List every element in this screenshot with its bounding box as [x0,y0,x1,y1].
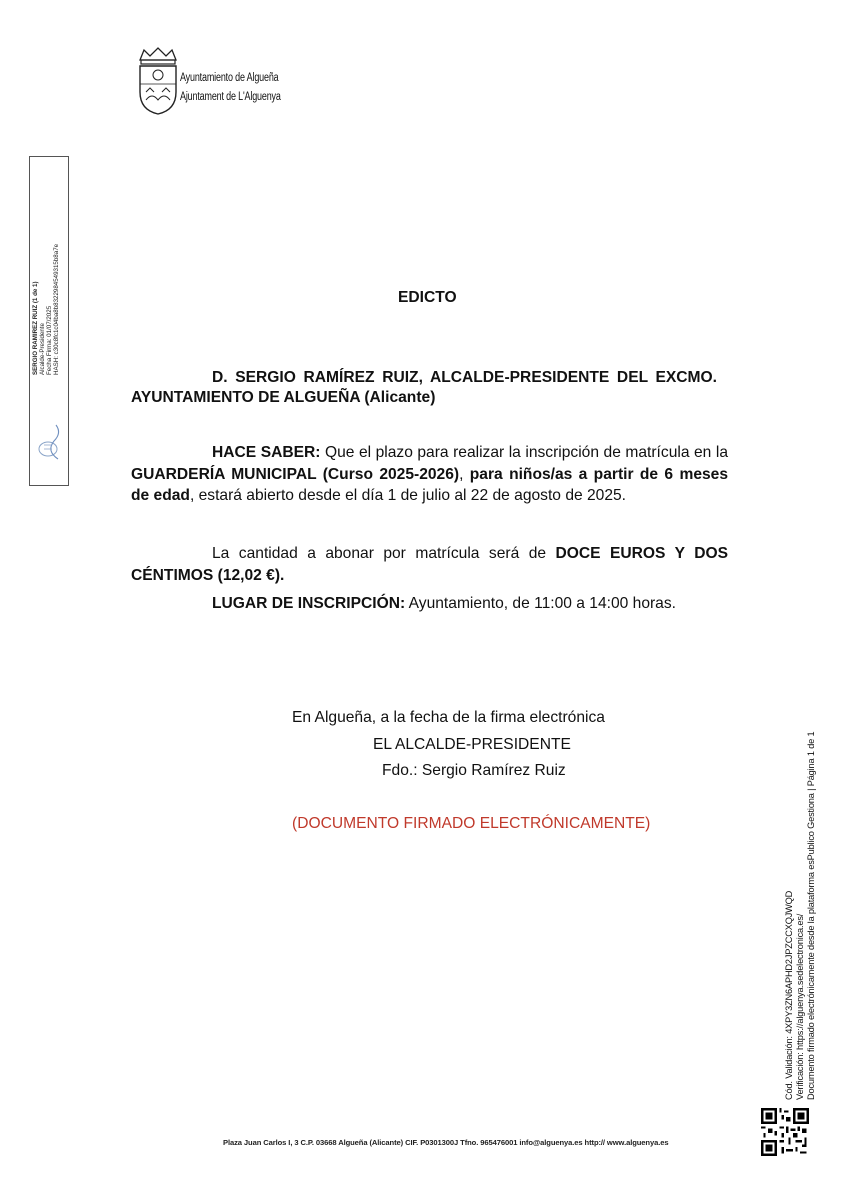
logo-title-valencian: Ajuntament de L'Alguenya [180,91,281,103]
registration-place-text: Ayuntamiento, de 11:00 a 14:00 horas. [405,595,676,612]
fee-text: La cantidad a abonar por matrícula será de [212,545,556,562]
signature-hash: HASH: c30c8fc1c04ba8b8322984549315b8a7e [53,243,60,375]
validation-code: Cód. Validación: 4XPY3ZN6APHD2JPZCCXQJWQD [784,890,794,1100]
age-requirement: para niños/as a partir de 6 meses [469,466,729,483]
hace-saber-line2 [131,464,728,485]
registration-place [212,593,676,614]
closing-place-date: En Algueña, a la fecha de la firma electrónica [292,709,605,726]
fee-line1 [212,543,728,564]
hace-saber-label: HACE SABER: [212,444,321,461]
qr-code-icon [761,1108,809,1156]
municipal-logo [136,46,281,116]
signature-seal-icon [36,419,64,464]
signer-name: SERGIO RAMIREZ RUIZ (1 de 1) [32,281,39,375]
comma-separator: , [459,466,470,483]
signer-role: Alcalde-Presidente [39,323,46,375]
hace-saber-line1 [212,442,728,463]
alcalde-heading-line1: D. SERGIO RAMÍREZ RUIZ, ALCALDE-PRESIDENTE DEL EXCMO. [212,369,717,386]
guarderia-label: GUARDERÍA MUNICIPAL (Curso 2025-2026) [131,466,460,483]
registration-place-label: LUGAR DE INSCRIPCIÓN: [212,595,406,612]
closing-role: EL ALCALDE-PRESIDENTE [373,736,571,753]
verification-url[interactable]: Verificación: https://alguenya.sedelectronica.es/ [795,913,805,1100]
age-requirement-end: de edad [131,487,190,504]
hace-saber-text: Que el plazo para realizar la inscripción de matrícula en la [320,444,728,461]
closing-signature: Fdo.: Sergio Ramírez Ruiz [382,762,566,779]
platform-note: Documento firmado electrónicamente desde la plataforma esPublico Gestiona | Página 1 de 1 [806,731,816,1100]
signature-date: Fecha Firma: 01/07/2025 [46,305,53,375]
document-title: EDICTO [398,289,457,306]
footer-address: Plaza Juan Carlos I, 3 C.P. 03668 Algueña (Alicante) CIF. P0301300J Tfno. 965476001 info@alguenya.es http:// www.alguenya.es [223,1138,669,1147]
fee-line2: CÉNTIMOS (12,02 €). [131,567,285,584]
fee-amount-words: DOCE EUROS Y DOS [555,545,728,562]
electronic-signature-note: (DOCUMENTO FIRMADO ELECTRÓNICAMENTE) [292,815,651,832]
logo-title-spanish: Ayuntamiento de Algueña [180,72,279,84]
signature-strip [29,156,69,486]
hace-saber-line3 [131,485,728,506]
registration-period: , estará abierto desde el día 1 de julio al 22 de agosto de 2025. [189,487,627,504]
coat-of-arms-icon [136,46,180,116]
alcalde-heading-line2: AYUNTAMIENTO DE ALGUEÑA (Alicante) [131,389,436,406]
